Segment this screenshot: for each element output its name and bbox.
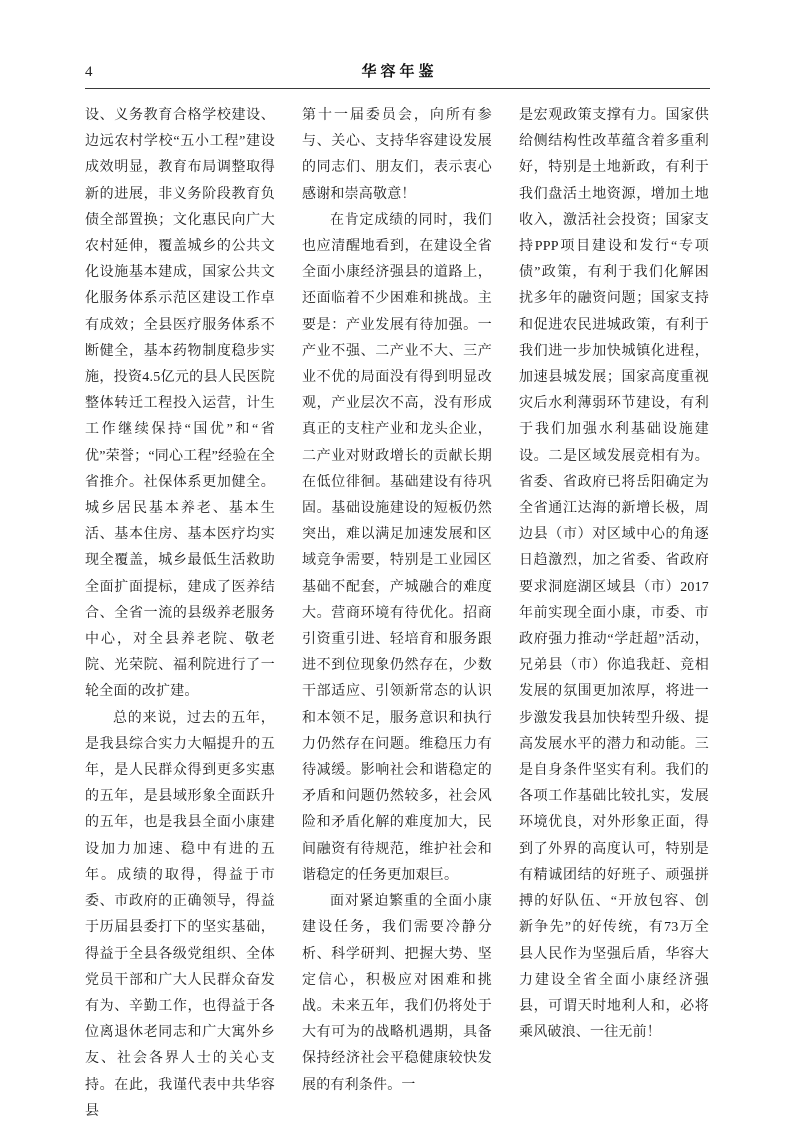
paragraph-continuation: 第十一届委员会，向所有参与、关心、支持华容建设发展的同志们、朋友们，表示衷心感谢和崇高敬意！	[302, 108, 492, 202]
column-3	[519, 103, 709, 1125]
column-2	[302, 103, 492, 1125]
paragraph: 在肯定成绩的同时，我们也应清醒地看到，在建设全省全面小康经济强县的道路上，还面临着不少困难和挑战。主要是：产业发展有待加强。一产业不强、二产业不大、三产业不优的局面没有得到明显改观，产业层次不高，没有形成真正的支柱产业和龙头企业，二产业对财政增长的贡献长期在低位徘徊。基础建设有待巩固。基础设施建设的短板仍然突出，难以满足加速发展和区域竞争需要，特别是工业园区基础不配套，产城融合的难度大。营商环境有待优化。招商引资重引进、轻培育和服务跟进不到位现象仍然存在，少数干部适应、引领新常态的认识和本领不足，服务意识和执行力仍然存在问题。维稳压力有待减缓。影响社会和谐稳定的矛盾和问题仍然较多，社会风险和矛盾化解的难度加大，民间融资有待规范，维护社会和谐稳定的任务更加艰巨。	[302, 212, 492, 883]
page-number: 4	[85, 64, 93, 80]
paragraph: 面对紧迫繁重的全面小康建设任务，我们需要冷静分析、科学研判、把握大势、坚定信心，积极应对困难和挑战。未来五年，我们仍将处于大有可为的战略机遇期，具备保持经济社会平稳健康较快发展的有利条件。一	[302, 894, 492, 1093]
paragraph-continuation: 设、义务教育合格学校建设、边远农村学校“五小工程”建设成效明显，教育布局调整取得新的进展，非义务阶段教育负债全部置换；文化惠民向广大农村延伸，覆盖城乡的公共文化设施基本建成，国家公共文化服务体系示范区建设工作卓有成效；全县医疗服务体系不断健全，基本药物制度稳步实施，投资4.5亿元的县人民医院整体转迁工程投入运营，计生工作继续保持“国优”和“省优”荣誉；“同心工程”经验在全省推介。社保体系更加健全。城乡居民基本养老、基本生活、基本住房、基本医疗均实现全覆盖，城乡最低生活救助全面扩面提标，建成了医养结合、全省一流的县级养老服务中心，对全县养老院、敬老院、光荣院、福利院进行了一轮全面的改扩建。	[85, 108, 275, 700]
page-title: 华容年鉴	[361, 64, 438, 80]
column-1	[85, 103, 275, 1125]
text-columns	[85, 103, 710, 1125]
page-header	[85, 60, 710, 89]
paragraph-continuation: 是宏观政策支撑有力。国家供给侧结构性改革蕴含着多重利好，特别是土地新政，有利于我们盘活土地资源，增加土地收入，激活社会投资；国家支持PPP项目建设和发行“专项债”政策，有利于我们化解困扰多年的融资问题；国家支持和促进农民进城政策，有利于我们进一步加快城镇化进程，加速县城发展；国家高度重视灾后水利薄弱环节建设，有利于我们加强水利基础设施建设。二是区域发展竞相有为。省委、省政府已将岳阳确定为全省通江达海的新增长极，周边县（市）对区域中心的角逐日趋激烈，加之省委、省政府要求洞庭湖区域县（市）2017年前实现全面小康，市委、市政府强力推动“学赶超”活动，兄弟县（市）你追我赶、竞相发展的氛围更加浓厚，将进一步激发我县加快转型升级、提高发展水平的潜力和动能。三是自身条件坚实有利。我们的各项工作基础比较扎实，发展环境优良，对外形象正面，得到了外界的高度认可，特别是有精诚团结的好班子、顽强拼搏的好队伍、“开放包容、创新争先”的好传统，有73万全县人民作为坚强后盾，华容大力建设全省全面小康经济强县，可谓天时地利人和，必将乘风破浪、一往无前！	[519, 108, 709, 1041]
paragraph: 总的来说，过去的五年，是我县综合实力大幅提升的五年，是人民群众得到更多实惠的五年，是县域形象全面跃升的五年，也是我县全面小康建设加力加速、稳中有进的五年。成绩的取得，得益于市委、市政府的正确领导，得益于历届县委打下的坚实基础，得益于全县各级党组织、全体党员干部和广大人民群众奋发有为、辛勤工作，也得益于各位离退休老同志和广大寓外乡友、社会各界人士的关心支持。在此，我谨代表中共华容县	[85, 710, 275, 1119]
